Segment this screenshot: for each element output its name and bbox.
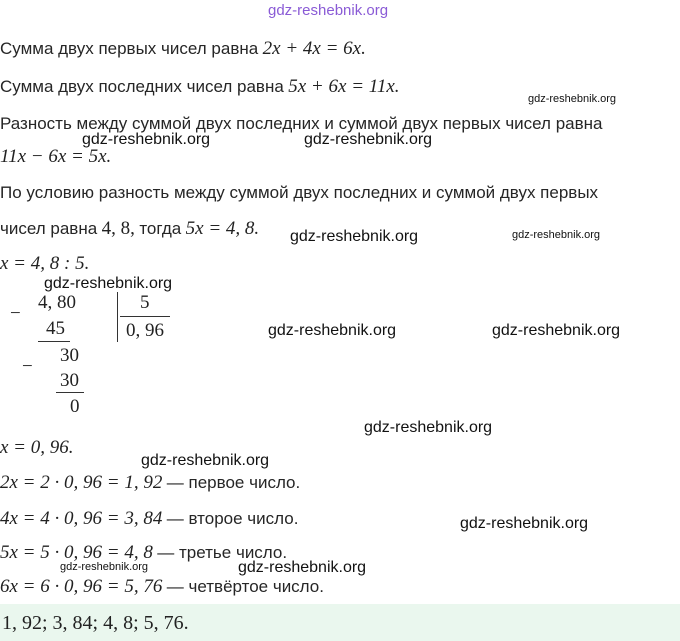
watermark: gdz-reshebnik.org xyxy=(141,452,270,469)
line-1-math: 2x + 4x = 6x. xyxy=(262,38,366,59)
line-2-math: 5x + 6x = 11x. xyxy=(288,76,400,97)
line-4-math: 11x − 6x = 5x. xyxy=(0,146,112,167)
division-remainder-1: 30 xyxy=(60,345,79,366)
result-1 xyxy=(0,472,300,494)
division-quotient: 0, 96 xyxy=(126,320,164,341)
division-remainder-2: 0 xyxy=(70,396,80,417)
division-subtrahend-2: 30 xyxy=(60,370,79,391)
watermark: gdz-reshebnik.org xyxy=(492,322,621,339)
division-minus-1: − xyxy=(10,303,21,324)
line-1 xyxy=(0,38,366,60)
answer-band xyxy=(0,604,680,641)
watermark: gdz-reshebnik.org xyxy=(528,93,617,105)
watermark: gdz-reshebnik.org xyxy=(304,131,433,148)
result-1-math: 2x = 2 · 0, 96 = 1, 92 xyxy=(0,472,163,493)
result-3-text: — третье число. xyxy=(157,543,288,562)
division-underline-1 xyxy=(38,341,70,342)
division-minus-2: − xyxy=(22,356,33,377)
division-vertical-line xyxy=(117,292,118,342)
line-6-text: чисел равна xyxy=(0,219,98,238)
watermark: gdz-reshebnik.org xyxy=(238,559,367,576)
watermark: gdz-reshebnik.org xyxy=(44,275,173,292)
header-watermark[interactable]: gdz-reshebnik.org xyxy=(268,2,389,19)
result-2-math: 4x = 4 · 0, 96 = 3, 84 xyxy=(0,508,163,529)
line-1-text: Сумма двух первых чисел равна xyxy=(0,39,259,58)
result-4 xyxy=(0,576,324,598)
watermark: gdz-reshebnik.org xyxy=(512,229,601,241)
line-6-math-2: 5x = 4, 8. xyxy=(185,218,260,239)
line-7-math: x = 4, 8 : 5. xyxy=(0,253,90,274)
division-dividend: 4, 80 xyxy=(38,292,76,313)
result-1-text: — первое число. xyxy=(166,473,301,492)
answer-text: 1, 92; 3, 84; 4, 8; 5, 76. xyxy=(2,612,189,634)
result-2-text: — второе число. xyxy=(166,509,299,528)
division-underline-2 xyxy=(56,392,84,393)
result-4-math: 6x = 6 · 0, 96 = 5, 76 xyxy=(0,576,163,597)
watermark: gdz-reshebnik.org xyxy=(268,322,397,339)
division-divisor: 5 xyxy=(140,292,150,313)
line-6-text-2: тогда xyxy=(139,219,182,238)
line-6-math-1: 4, 8, xyxy=(101,218,135,239)
line-3-text: Разность между суммой двух последних и суммой двух первых чисел равна xyxy=(0,114,603,133)
line-5-text: По условию разность между суммой двух последних и суммой двух первых xyxy=(0,183,599,202)
line-2-text: Сумма двух последних чисел равна xyxy=(0,77,284,96)
result-2 xyxy=(0,508,298,530)
x-value: x = 0, 96. xyxy=(0,437,74,458)
result-3-math: 5x = 5 · 0, 96 = 4, 8 xyxy=(0,542,153,563)
division-divisor-line xyxy=(120,316,170,317)
line-6 xyxy=(0,218,259,240)
watermark: gdz-reshebnik.org xyxy=(290,228,419,245)
watermark: gdz-reshebnik.org xyxy=(82,131,211,148)
division-subtrahend-1: 45 xyxy=(46,318,65,339)
watermark: gdz-reshebnik.org xyxy=(460,515,589,532)
watermark: gdz-reshebnik.org xyxy=(60,561,149,573)
result-4-text: — четвёртое число. xyxy=(166,577,324,596)
watermark: gdz-reshebnik.org xyxy=(364,419,493,436)
line-2 xyxy=(0,76,400,98)
